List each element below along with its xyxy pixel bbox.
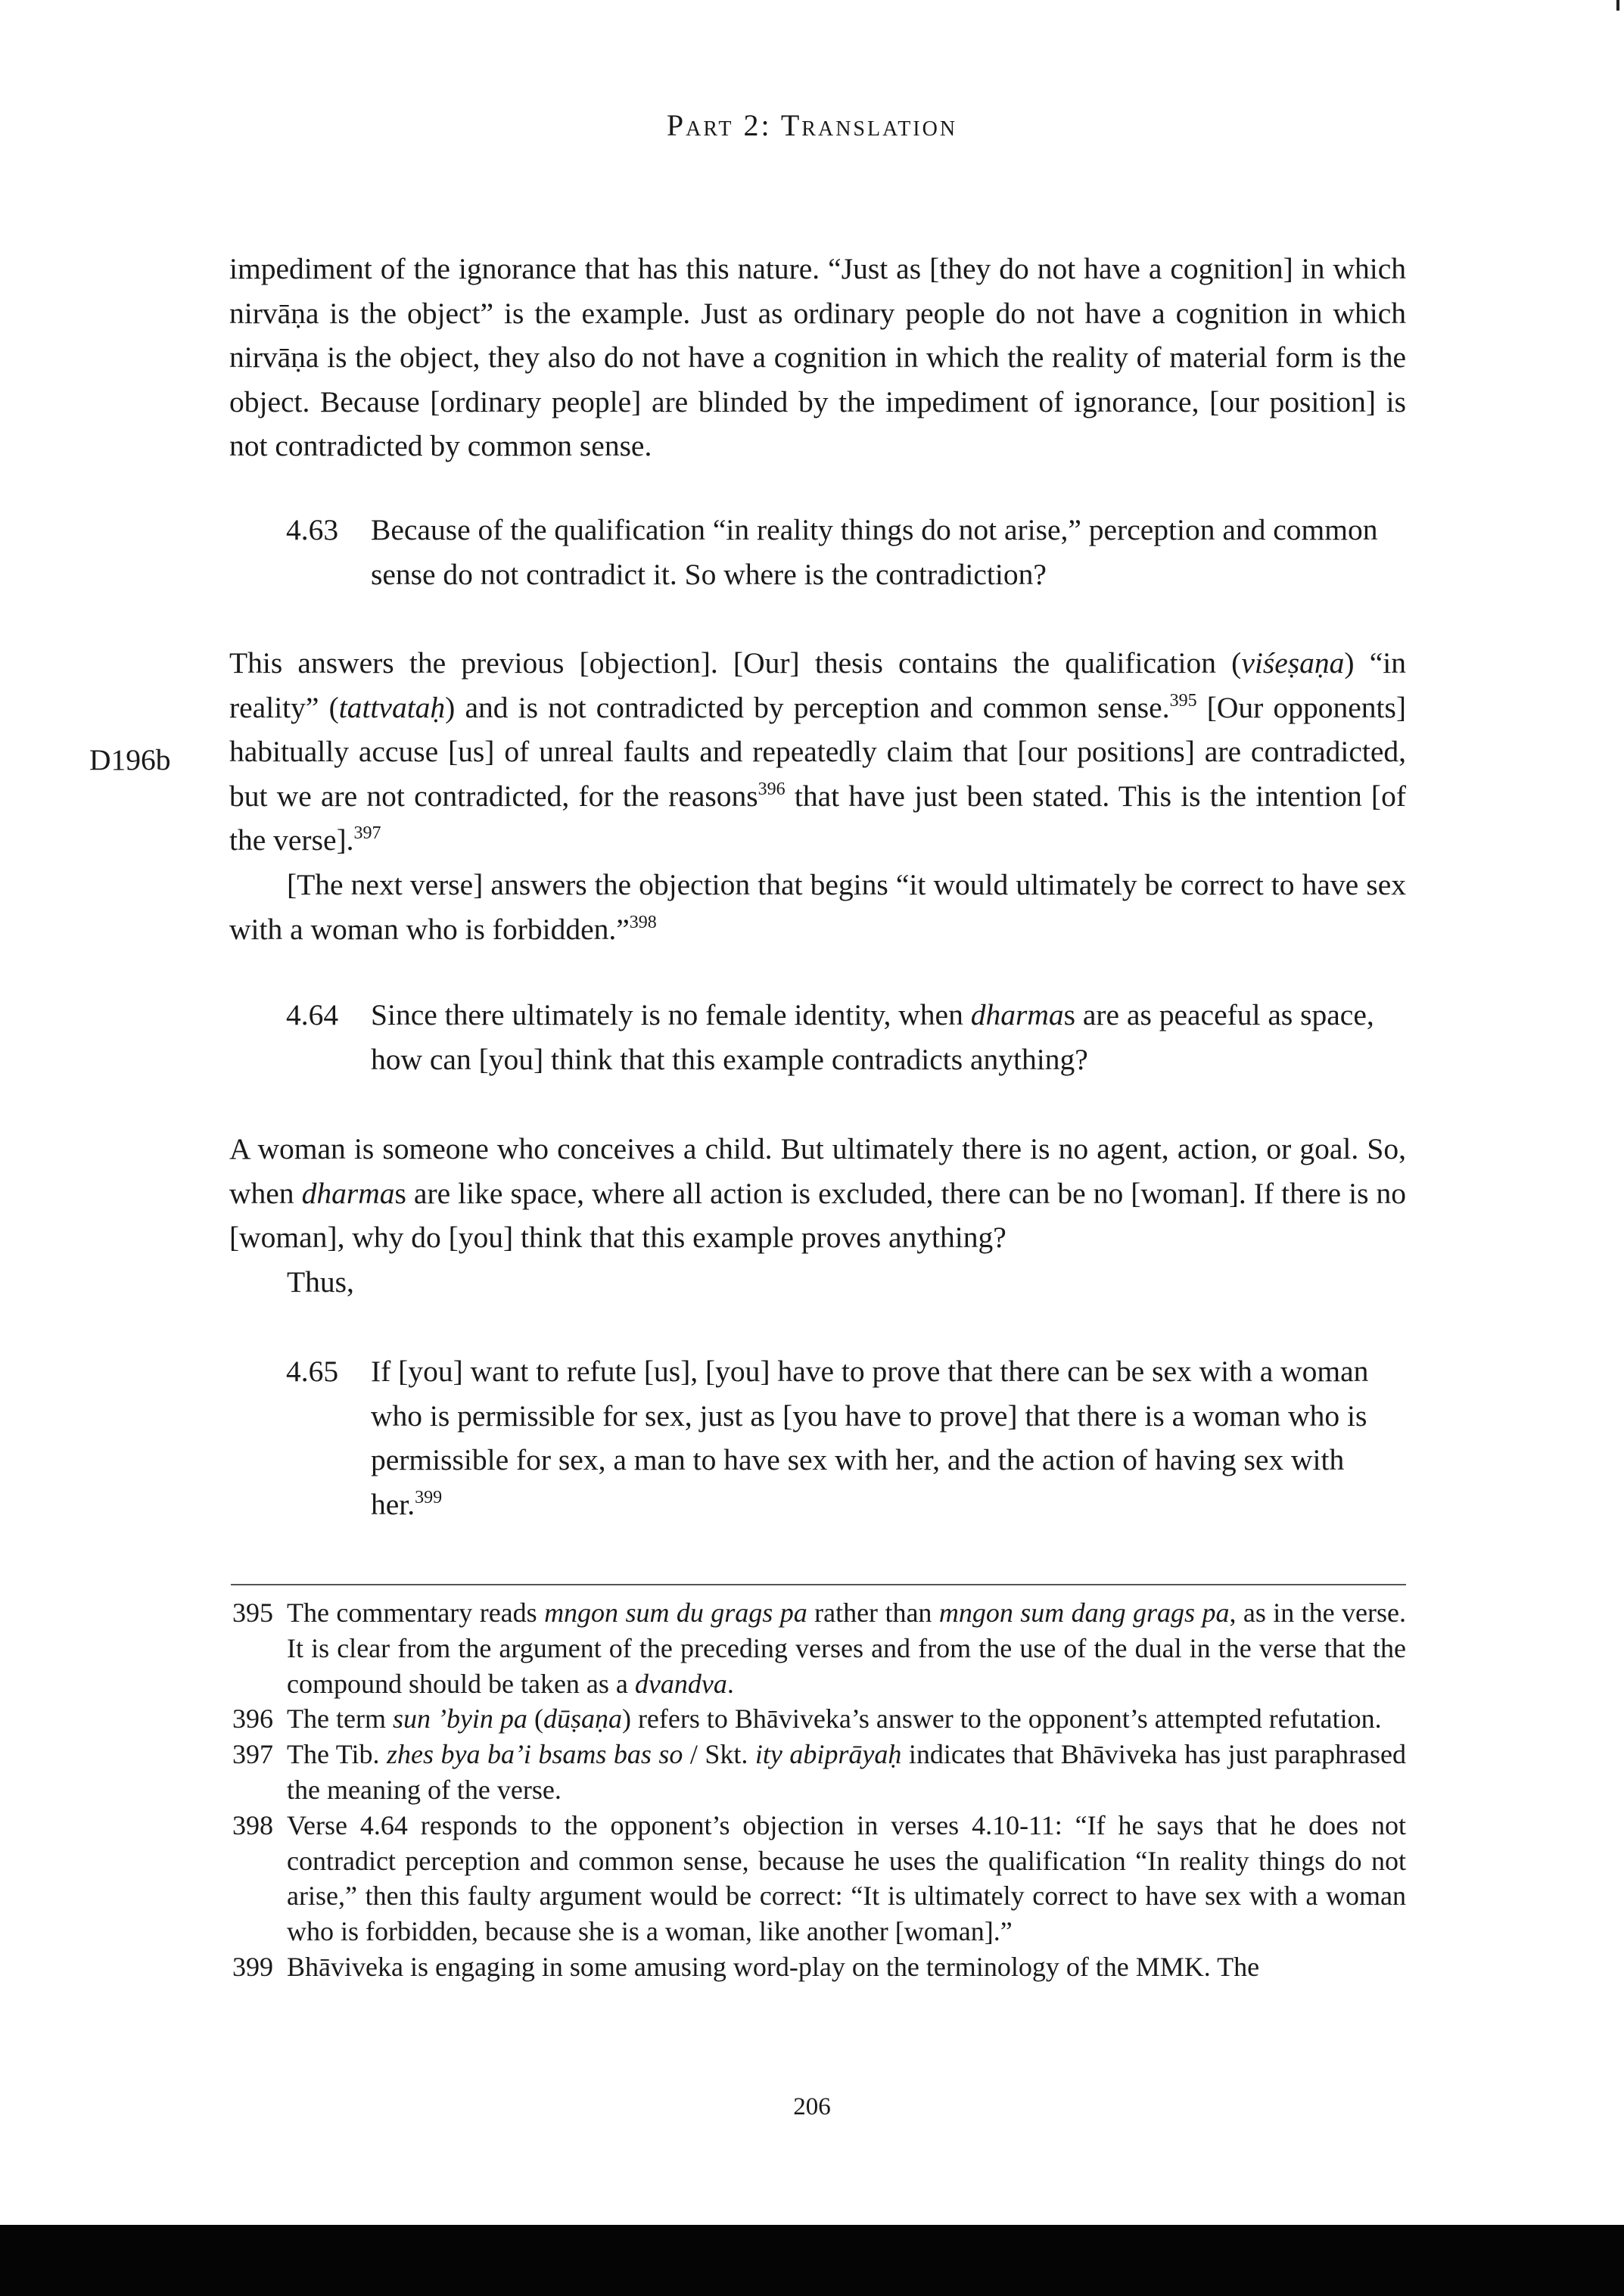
- sanskrit-term: tattvataḥ: [338, 690, 446, 724]
- text-run: ) “in reality” (: [229, 646, 1406, 724]
- footnote-ref-398[interactable]: 398: [629, 912, 657, 932]
- text-run: that have just been stated. This is the intention [of the verse].: [229, 779, 1406, 857]
- text-run: The commentary reads: [287, 1598, 545, 1628]
- scan-corner-mark: [1616, 0, 1619, 11]
- text-run: [The next verse] answers the objection that begins “it would ultimately be correct to have sex with a woman who is forbidden.”: [229, 867, 1406, 946]
- text-run: s are as peaceful as space, how can [you] think that this example contradicts anything?: [371, 998, 1374, 1076]
- tibetan-term: zhes bya ba’i bsams bas so: [387, 1739, 683, 1770]
- footnote-ref-395[interactable]: 395: [1169, 690, 1197, 711]
- footnote-number: 397: [232, 1739, 273, 1770]
- tibetan-term: mngon sum dang grags pa: [938, 1598, 1230, 1628]
- footnote-number: 398: [232, 1809, 273, 1840]
- paragraph-2-group: [229, 641, 1406, 951]
- verse-number: 4.65: [286, 1355, 339, 1388]
- verse-number: 4.63: [286, 513, 339, 546]
- footnotes: [229, 1595, 1406, 1985]
- text-run: rather than: [807, 1598, 939, 1628]
- text-run: A woman is someone who conceives a child. But ultimately there is no agent, action, or goal. So, when: [229, 1132, 1406, 1210]
- margin-folio-reference: D196b: [89, 743, 171, 776]
- text-run: / Skt.: [683, 1739, 755, 1770]
- text-run: If [you] want to refute [us], [you] have to prove that there can be sex with a woman who is permissible for sex, just as [you have to prove] that there is a woman who is permissible for sex, a man to have sex with her, and the action of having sex with her.: [371, 1355, 1369, 1521]
- text-run: s are like space, where all action is excluded, there can be no [woman]. If there is no [woman], why do [you] think that this example proves anything?: [229, 1176, 1406, 1255]
- footnote-ref-396[interactable]: 396: [758, 779, 786, 799]
- footnote-399: [229, 1949, 1406, 1985]
- text-run: The term: [287, 1703, 393, 1734]
- verse-text: [371, 993, 1406, 1081]
- running-header: Part 2: Translation: [666, 108, 958, 142]
- verse-number: 4.64: [286, 998, 339, 1031]
- text-run: The Tib.: [287, 1739, 387, 1770]
- text-run: (: [527, 1703, 543, 1734]
- paragraph-1: [229, 247, 1406, 468]
- paragraph-2: [229, 641, 1406, 863]
- footnote-text: Bhāviveka is engaging in some amusing word-play on the terminology of the MMK. The: [287, 1951, 1260, 1982]
- footnote-separator: [231, 1584, 1406, 1585]
- footnote-ref-399[interactable]: 399: [415, 1487, 443, 1507]
- footnote-397: [229, 1737, 1406, 1808]
- text-run: .: [726, 1668, 734, 1699]
- text-run: [Our opponents] habitually accuse [us] of unreal faults and repeatedly claim that [our positions] are contradicted, but we are not contradicted, for the reasons: [229, 690, 1407, 813]
- tibetan-term: mngon sum du grags pa: [544, 1598, 807, 1628]
- text-run: ) refers to Bhāviveka’s answer to the opponent’s attempted refutation.: [621, 1703, 1382, 1734]
- scan-edge-shadow: [0, 2225, 1624, 2296]
- sanskrit-term: viśeṣaṇa: [1241, 646, 1345, 680]
- sanskrit-term: dūṣaṇa: [543, 1703, 622, 1734]
- verse-text: [371, 1349, 1406, 1526]
- footnote-text: Verse 4.64 responds to the opponent’s objection in verses 4.10-11: “If he says that he does not contradict perception and common sense, because he uses the qualification “In reality things do not arise,” then this faulty argument would be correct: “It is ultimately correct to have sex with a woman who is forbidden, because she is a woman, like another [woman].”: [287, 1809, 1406, 1947]
- paragraph-5: Thus,: [287, 1265, 354, 1299]
- paragraph-4-group: [229, 1127, 1406, 1304]
- page-number: 206: [793, 2093, 831, 2120]
- sanskrit-term: dharma: [301, 1176, 395, 1210]
- text-run: ) and is not contradicted by perception and common sense.: [445, 690, 1170, 724]
- footnote-ref-397[interactable]: 397: [353, 823, 381, 844]
- text-run: This answers the previous [objection]. [Our] thesis contains the qualification (: [229, 646, 1242, 680]
- tibetan-term: sun ’byin pa: [392, 1703, 527, 1734]
- footnote-398: [229, 1808, 1406, 1949]
- text-run: Since there ultimately is no female identity, when: [371, 998, 971, 1031]
- footnote-number: 396: [232, 1703, 273, 1734]
- sanskrit-term: dharma: [970, 998, 1064, 1031]
- footnote-number: 399: [232, 1951, 273, 1982]
- paragraph-3: [229, 863, 1406, 951]
- verse-text: Because of the qualification “in reality things do not arise,” perception and common sense do not contradict it. So where is the contradiction?: [371, 513, 1378, 591]
- verse-4-65: [286, 1349, 1406, 1526]
- footnote-395: [229, 1595, 1406, 1701]
- sanskrit-term: dvandva: [634, 1668, 727, 1699]
- text-run: , as in the verse. It is clear from the argument of the preceding verses and from the use of the dual in the verse that the compound should be taken as a: [287, 1598, 1406, 1699]
- verse-4-63: [286, 508, 1406, 596]
- verse-4-64: [286, 993, 1406, 1081]
- paragraph-1-text: impediment of the ignorance that has this nature. “Just as [they do not have a cognition] in which nirvāṇa is the object” is the example. Just as ordinary people do not have a cognition in which nirvāṇa is the object, they also do not have a cognition in which the reality of material form is the object. Because [ordinary people] are blinded by the impediment of ignorance, [our position] is not contradicted by common sense.: [229, 252, 1406, 463]
- footnote-number: 395: [232, 1598, 273, 1628]
- footnote-396: [229, 1701, 1406, 1737]
- paragraph-4: [229, 1127, 1406, 1260]
- text-run: indicates that Bhāviveka has just paraphrased the meaning of the verse.: [287, 1739, 1406, 1805]
- sanskrit-term: ity abiprāyaḥ: [754, 1739, 902, 1770]
